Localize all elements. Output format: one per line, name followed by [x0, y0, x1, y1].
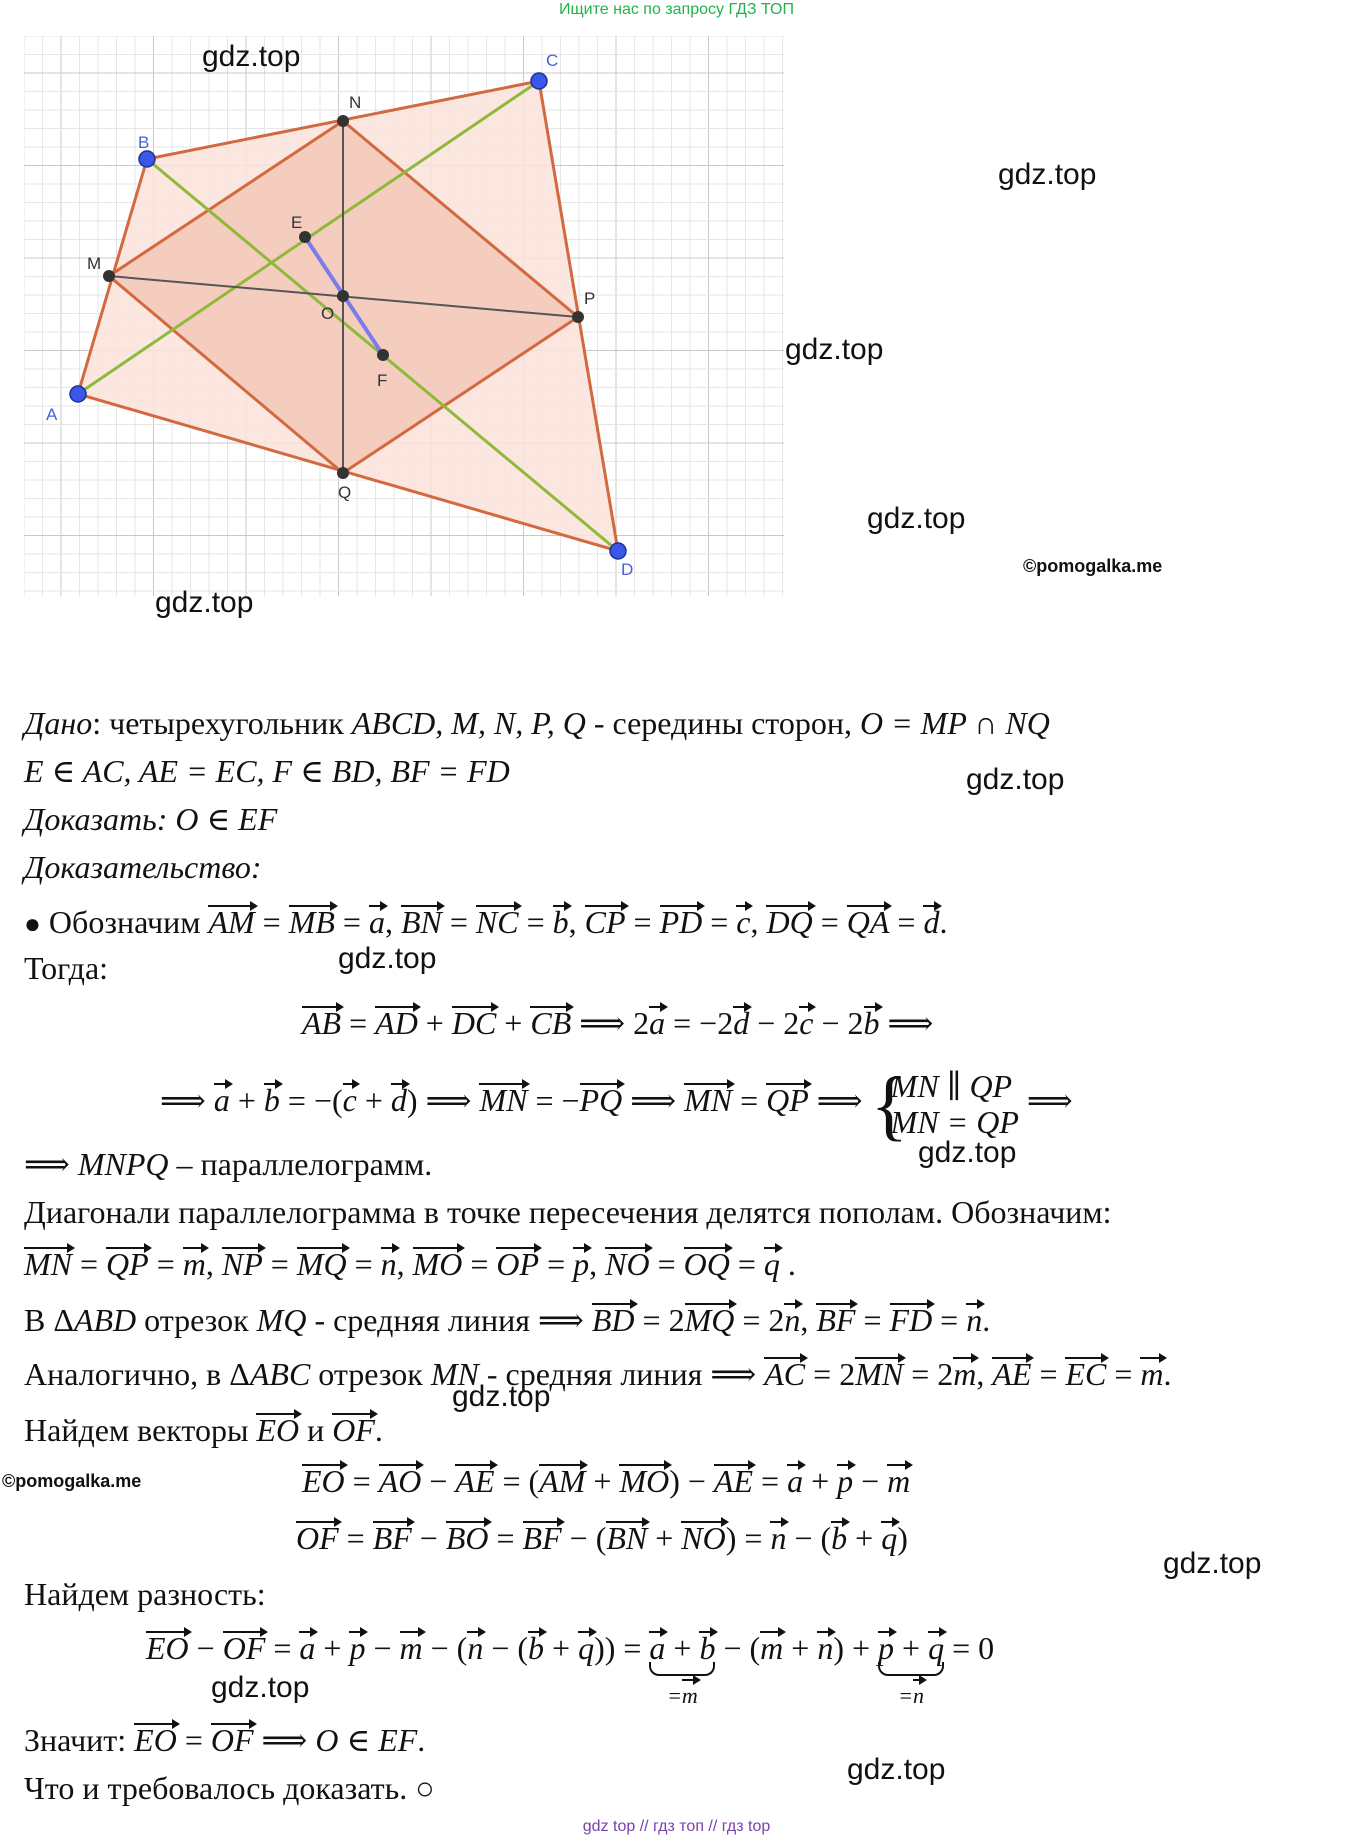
find-diff-line: Найдем разность: — [24, 1576, 266, 1612]
point-m — [103, 270, 115, 282]
label-n: N — [349, 93, 362, 112]
eq-ab: AB = AD + DC + CB ⟹ 2a = −2d − 2c − 2b ⟹ — [302, 1005, 934, 1041]
label-q: Q — [338, 483, 352, 502]
watermark-8: gdz.top — [918, 1136, 1017, 1169]
watermark-12: gdz.top — [847, 1753, 946, 1786]
copyright-1: ©pomogalka.me — [1023, 556, 1163, 576]
label-b: B — [138, 133, 150, 152]
vertex-a — [70, 386, 86, 402]
parallelogram-text: – параллелограмм. — [168, 1146, 433, 1182]
watermark-7: gdz.top — [338, 942, 437, 975]
vertex-d — [610, 543, 626, 559]
denote-line: ● Обозначим AM = MB = a, BN = NC = b, CP = PD = c, DQ = QA = d. — [24, 904, 948, 940]
eq-of: OF = BF − BO = BF − (BN + NO) = n − (b + q) — [296, 1520, 908, 1556]
watermark-6: gdz.top — [966, 763, 1065, 796]
watermark-9: gdz.top — [452, 1380, 551, 1413]
label-m: M — [87, 254, 102, 273]
prove-line — [24, 799, 277, 839]
given-line-1: Дано: четырехугольник ABCD, M, N, P, Q - середины сторон, O = MP ∩ NQ — [24, 705, 1050, 741]
point-p — [572, 311, 584, 323]
prove-value: : O ∈ EF — [156, 801, 278, 837]
point-e — [299, 231, 311, 243]
parallelogram-line: ⟹ MNPQ – параллелограмм. — [24, 1146, 433, 1182]
point-n — [337, 115, 349, 127]
label-f: F — [377, 371, 388, 390]
bottom-banner[interactable]: gdz top // гдз топ // гдз top — [582, 1818, 771, 1835]
point-f — [377, 349, 389, 361]
prove-label: Доказать — [24, 801, 157, 837]
given-text-2: - середины сторон, — [585, 705, 860, 741]
watermark-4: gdz.top — [867, 502, 966, 535]
point-q — [337, 467, 349, 479]
qed-line: Что и требовалось доказать. ○ — [24, 1770, 435, 1806]
vertex-c — [531, 73, 547, 89]
geometry-figure — [24, 36, 784, 596]
label-o: O — [321, 304, 335, 323]
label-c: C — [546, 51, 559, 70]
system-brace: { MN ∥ QP MN = QP — [871, 1068, 1019, 1140]
therefore-line: Значит: EO = OF ⟹ O ∈ EF. — [24, 1722, 426, 1758]
watermark-11: gdz.top — [211, 1671, 310, 1704]
denote-2-line: MN = QP = m, NP = MQ = n, MO = OP = p, NO = OQ = q . — [24, 1246, 796, 1282]
eq-mn-qp: ⟹ a + b = −(c + d) ⟹ MN = −PQ ⟹ MN = QP ⟹ { MN ∥ QP MN = QP ⟹ — [160, 1068, 1073, 1140]
watermark-5: gdz.top — [155, 586, 254, 619]
then-label: Тогда: — [24, 950, 109, 986]
given-line-2: E ∈ AC, AE = EC, F ∈ BD, BF = FD — [24, 753, 510, 789]
underbrace-pq: p + q =n — [878, 1628, 944, 1668]
given-label: Дано — [24, 705, 93, 741]
underbrace-ab: a + b =m — [649, 1628, 715, 1668]
watermark-1: gdz.top — [202, 40, 301, 73]
watermark-2: gdz.top — [998, 158, 1097, 191]
label-d: D — [621, 560, 634, 579]
eq-diff: EO − OF = a + p − m − (n − (b + q)) = a + b =m − (m + n) + p + q =n = 0 — [146, 1628, 994, 1668]
proof-label: Доказательство: — [24, 849, 262, 885]
denote-text: Обозначим — [48, 904, 209, 940]
diagonals-line: Диагонали параллелограмма в точке пересечения делятся пополам. Обозначим: — [24, 1194, 1112, 1230]
vertex-b — [139, 151, 155, 167]
watermark-3: gdz.top — [785, 333, 884, 366]
eq-eo: EO = AO − AE = (AM + MO) − AE = a + p − m — [302, 1463, 911, 1499]
in-abd-line: В ΔABD отрезок MQ - средняя линия ⟹ BD = 2MQ = 2n, BF = FD = n. — [24, 1302, 991, 1338]
top-banner[interactable]: Ищите нас по запросу ГДЗ ТОП — [559, 1, 794, 18]
point-o — [337, 290, 349, 302]
find-vectors-line: Найдем векторы EO и OF. — [24, 1412, 383, 1448]
copyright-2: ©pomogalka.me — [2, 1471, 142, 1491]
given-text-1: : четырехугольник — [92, 705, 352, 741]
watermark-10: gdz.top — [1163, 1547, 1262, 1580]
label-e: E — [291, 213, 303, 232]
similarly-line: Аналогично, в ΔABC отрезок MN - средняя линия ⟹ AC = 2MN = 2m, AE = EC = m. — [24, 1356, 1172, 1392]
label-a: A — [46, 405, 58, 424]
label-p: P — [584, 289, 596, 308]
